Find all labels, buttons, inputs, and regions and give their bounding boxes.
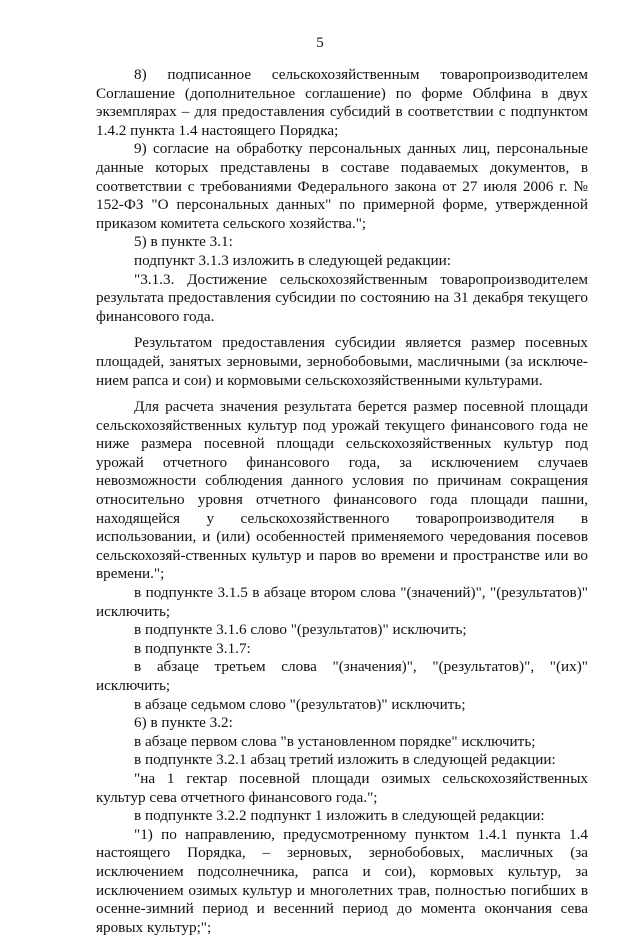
paragraph-subpoint-3-1-3: "3.1.3. Достижение сельскохозяйственным товаропроизводителем результата предоставления субсидии по состоянию на 31 декабря текущего финансового года. — [96, 270, 588, 325]
paragraph-abzac-seventh: в абзаце седьмом слово "(результатов)" исключить; — [134, 695, 466, 713]
paragraph-result-calculation: Для расчета значения результата берется размер посевной площади сельскохозяйственных культур под урожай текущего финансового года не ниже размера посевной площади сельскохозяйственных культур под урожай отчетного финансового года, за исключением случаев невозможности соблюдения данного условия по причинам сокращения относительно уровня отчетного финансового года площади пашни, находящейся у сельскохозяйственного товаропроизводителя в использовании, и (или) особенностей применяемого чередования посевов сельскохозяй-ственных культур и паров во времени и пространстве или во времени."; — [96, 398, 588, 583]
paragraph-subpoint-3-1-7: в подпункте 3.1.7: — [134, 639, 251, 657]
paragraph-abzac-third: в абзаце третьем слова "(значения)", "(результатов)", "(их)" исключить; — [96, 658, 588, 694]
paragraph-abzac-first: в абзаце первом слова "в установленном порядке" исключить; — [134, 732, 536, 750]
paragraph-subpoint-3-1-5: в подпункте 3.1.5 в абзаце втором слова "(значений)", "(результатов)" исключить; — [96, 584, 588, 620]
paragraph-item-8: 8) подписанное сельскохозяйственным товаропроизводителем Соглашение (дополнительное соглашение) по форме Облфина в двух экземплярах – для предоставления субсидий в соответствии с подпунктом 1.4.2 пункта 1.4 настоящего Порядка; — [96, 66, 588, 139]
paragraph-subpoint-3-1-3-intro: подпункт 3.1.3 изложить в следующей редакции: — [134, 251, 451, 269]
paragraph-subpoint-3-2-1: в подпункте 3.2.1 абзац третий изложить в следующей редакции: — [134, 751, 556, 769]
paragraph-item-9: 9) согласие на обработку персональных данных лиц, персональные данные которых представлены в составе подаваемых документов, в соответствии с требованиями Федерального закона от 27 июля 2006 г. № 152-ФЗ "О персональных данных" по примерной форме, утвержденной приказом комитета сельского хозяйства."; — [96, 140, 588, 232]
paragraph-subpoint-3-2-2: в подпункте 3.2.2 подпункт 1 изложить в следующей редакции: — [134, 807, 545, 825]
paragraph-point-6: 6) в пункте 3.2: — [134, 714, 233, 732]
paragraph-subpoint-3-1-6: в подпункте 3.1.6 слово "(результатов)" исключить; — [134, 621, 467, 639]
paragraph-point-5: 5) в пункте 3.1: — [134, 233, 233, 251]
page-number: 5 — [316, 35, 324, 51]
document-body — [96, 66, 588, 937]
paragraph-per-hectare: "на 1 гектар посевной площади озимых сельскохозяйственных культур сева отчетного финансового года."; — [96, 769, 588, 806]
paragraph-direction-1: "1) по направлению, предусмотренному пунктом 1.4.1 пункта 1.4 настоящего Порядка, – зерновых, зернобобовых, масличных (за исключением подсолнечника, рапса и сои), кормовых культур, за исключением озимых культур и многолетних трав, полностью погибших в осенне-зимний период и весенний период до момента окончания сева яровых культур;"; — [96, 825, 588, 936]
paragraph-result-definition: Результатом предоставления субсидии является размер посевных площадей, занятых зерновыми, зернобобовыми, масличными (за исключе-нием рапса и сои) и кормовыми сельскохозяйственными культурами. — [96, 334, 588, 389]
